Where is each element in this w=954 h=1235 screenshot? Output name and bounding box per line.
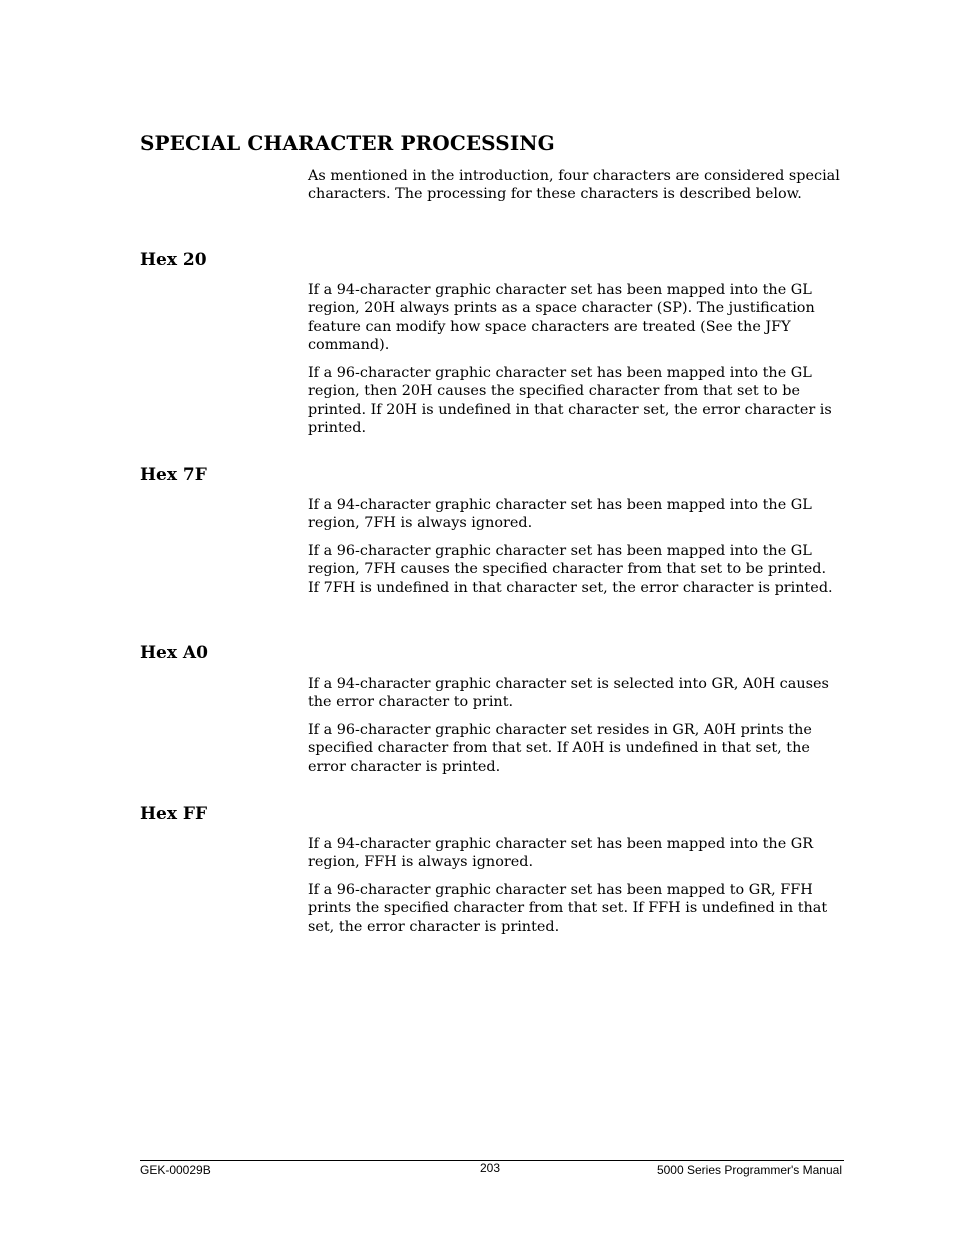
section-paragraph: If a 94-character graphic character set has been mapped into the GL region, 20H always prints as a space character (SP). The justification feature can modify how space characters are treated (See the JFY command). <box>308 282 815 354</box>
section-heading-hex-ff: Hex FF <box>140 804 208 824</box>
section-heading-hex-20: Hex 20 <box>140 250 207 270</box>
section-paragraph: If a 96-character graphic character set has been mapped into the GL region, then 20H causes the specified character from that set to be printed. If 20H is undefined in that character set, the error character is printed. <box>308 365 832 437</box>
section-paragraph: If a 94-character graphic character set is selected into GR, A0H causes the error character to print. <box>308 676 829 711</box>
footer-page-number: 203 <box>480 1161 501 1175</box>
footer-manual-title: 5000 Series Programmer's Manual <box>656 1163 842 1177</box>
section-paragraph: If a 96-character graphic character set has been mapped to GR, FFH prints the specified character from that set. If FFH is undefined in that set, the error character is printed. <box>308 882 828 935</box>
footer-doc-number: GEK-00029B <box>140 1163 211 1177</box>
section-paragraph: If a 96-character graphic character set resides in GR, A0H prints the specified character from that set. If A0H is undefined in that set, the error character is printed. <box>308 722 812 775</box>
page-title: SPECIAL CHARACTER PROCESSING <box>140 131 555 155</box>
intro-paragraph: As mentioned in the introduction, four characters are considered special characters. The processing for these characters is described below. <box>308 168 840 203</box>
section-paragraph: If a 96-character graphic character set has been mapped into the GL region, 7FH causes the specified character from that set to be printed. If 7FH is undefined in that character set, the error character is printed. <box>308 543 833 596</box>
section-paragraph: If a 94-character graphic character set has been mapped into the GR region, FFH is always ignored. <box>308 836 814 871</box>
section-paragraph: If a 94-character graphic character set has been mapped into the GL region, 7FH is always ignored. <box>308 497 812 532</box>
section-heading-hex-a0: Hex A0 <box>140 643 208 663</box>
section-heading-hex-7f: Hex 7F <box>140 465 207 485</box>
